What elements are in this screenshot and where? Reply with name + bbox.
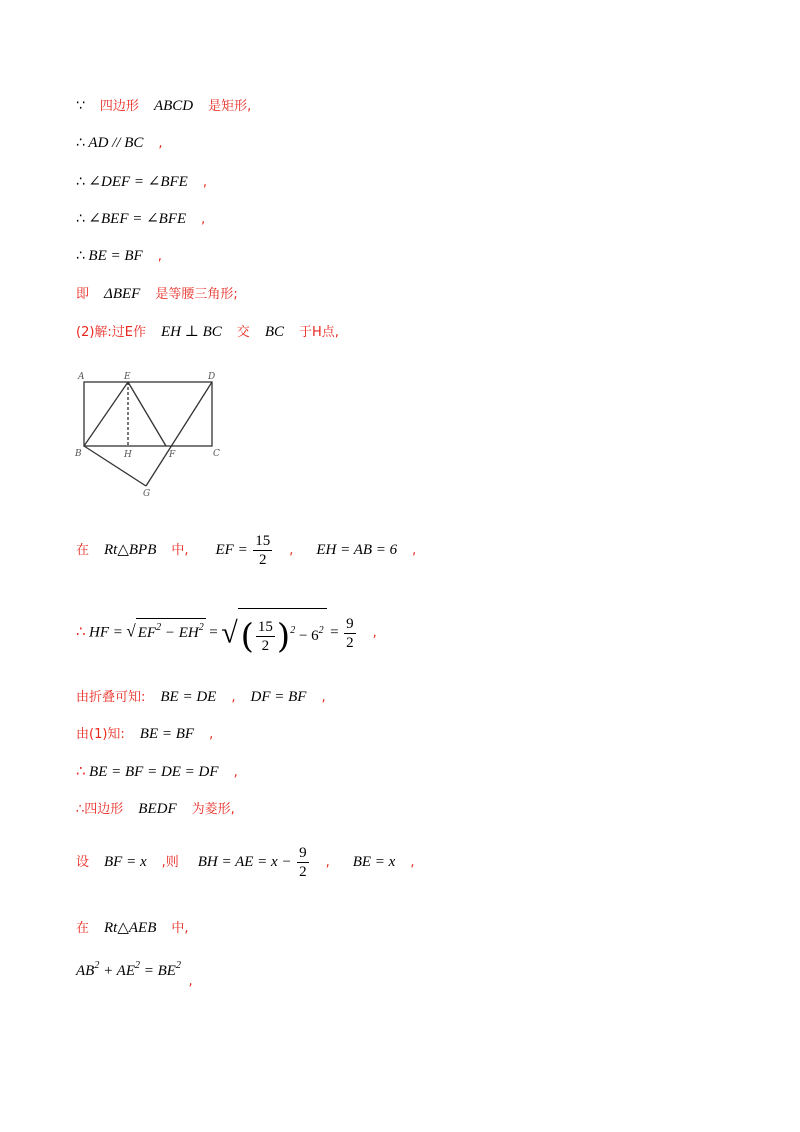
label-c: C bbox=[213, 449, 220, 459]
comma: , bbox=[201, 212, 206, 227]
therefore-symbol: ∴ bbox=[76, 762, 86, 780]
therefore-symbol: ∴ bbox=[76, 135, 85, 151]
geometry-diagram bbox=[72, 364, 232, 500]
text: 由折叠可知: bbox=[76, 690, 146, 705]
fraction: $\frac{9}{2}$ bbox=[346, 615, 354, 651]
math: BE = BF bbox=[88, 248, 143, 264]
text: 中, bbox=[171, 543, 189, 558]
math: DF = BF bbox=[250, 689, 307, 705]
math: BE = DE bbox=[160, 689, 217, 705]
math: ∠DEF = ∠BFE bbox=[88, 174, 188, 190]
comma: , bbox=[321, 690, 326, 705]
text: 在 bbox=[76, 921, 90, 936]
segment-ef bbox=[128, 382, 166, 446]
math: BEDF bbox=[138, 801, 177, 817]
math: AD // BC bbox=[88, 135, 144, 151]
comma: , bbox=[209, 727, 214, 742]
comma: , bbox=[372, 625, 377, 641]
comma: , bbox=[289, 543, 294, 558]
math: BE = BF bbox=[139, 726, 195, 742]
comma: , bbox=[231, 690, 236, 705]
comma: , bbox=[412, 543, 417, 558]
line-5 bbox=[76, 246, 162, 267]
math: ΔBEF bbox=[104, 286, 141, 302]
label-b: B bbox=[75, 449, 82, 459]
comma: , bbox=[202, 175, 207, 190]
label-f: F bbox=[169, 450, 176, 460]
line-11 bbox=[76, 724, 213, 745]
therefore-symbol: ∴ bbox=[76, 622, 86, 641]
math: EH = AB = 6 bbox=[316, 542, 398, 558]
text: 设 bbox=[76, 855, 90, 870]
math: Rt△AEB bbox=[104, 920, 157, 936]
text: 即 bbox=[76, 287, 90, 302]
line-14 bbox=[76, 840, 414, 885]
comma: , bbox=[158, 136, 163, 151]
line-15 bbox=[76, 918, 189, 939]
because-symbol: ∵ bbox=[76, 98, 85, 114]
text: 是矩形, bbox=[208, 99, 252, 114]
text: 交 bbox=[236, 325, 250, 340]
line-2 bbox=[76, 133, 163, 154]
line-12 bbox=[76, 761, 238, 783]
text: 于H点, bbox=[298, 325, 339, 340]
comma: , bbox=[410, 855, 415, 870]
therefore-symbol: ∴ bbox=[76, 174, 85, 190]
line-10 bbox=[76, 687, 326, 708]
line-4 bbox=[76, 209, 205, 230]
label-g: G bbox=[143, 489, 151, 499]
text: 在 bbox=[76, 543, 90, 558]
line-16 bbox=[76, 956, 193, 989]
comma: , bbox=[325, 855, 330, 870]
math: ABCD bbox=[153, 98, 194, 114]
math: BH = AE = x − bbox=[197, 854, 292, 870]
text: 四边形 bbox=[99, 99, 139, 114]
label-a: A bbox=[78, 372, 85, 382]
math: BE = x bbox=[352, 854, 396, 870]
sqrt-expression-large: ( $\frac{15}{2}$ )$^2 - 6^2$ bbox=[238, 608, 327, 659]
text: 中, bbox=[171, 921, 189, 936]
math: ∠BEF = ∠BFE bbox=[88, 211, 187, 227]
line-9: ∴ HF = √ $EF^2 - EH^2$ = √( $\frac{15}{2}$ )$^2 - 6^2$ = $\frac{9}{2}$ , bbox=[76, 608, 377, 659]
text: 由(1)知: bbox=[76, 727, 125, 742]
text: ∴四边形 bbox=[76, 802, 124, 817]
fraction: $\frac{9}{2}$ bbox=[299, 845, 307, 881]
label-d: D bbox=[208, 372, 216, 382]
math: Rt△BPB bbox=[104, 542, 157, 558]
comma: , bbox=[157, 249, 162, 264]
segment-dg bbox=[146, 382, 212, 486]
math: HF = bbox=[89, 624, 123, 641]
line-7 bbox=[76, 322, 339, 343]
comma: , bbox=[233, 765, 238, 780]
line-1 bbox=[76, 96, 251, 117]
text: ,则 bbox=[161, 855, 179, 870]
therefore-symbol: ∴ bbox=[76, 248, 85, 264]
fraction: $\frac{15}{2}$ bbox=[255, 533, 271, 569]
math: EF = bbox=[215, 542, 248, 558]
text: 为菱形, bbox=[191, 802, 235, 817]
segment-eb bbox=[84, 382, 128, 446]
line-6 bbox=[76, 284, 238, 305]
line-13 bbox=[76, 799, 235, 820]
text: (2)解:过E作 bbox=[76, 325, 147, 340]
math: EH ⊥ BC bbox=[161, 324, 222, 340]
line-3 bbox=[76, 172, 207, 193]
math: BC bbox=[264, 324, 284, 340]
comma: , bbox=[188, 974, 193, 989]
math: BE = BF = DE = DF bbox=[89, 764, 219, 780]
sqrt-expression: $EF^2 - EH^2$ bbox=[136, 618, 206, 642]
segment-bg bbox=[84, 446, 146, 486]
line-8 bbox=[76, 530, 416, 571]
math: $AB^2 + AE^2 = BE^2$ bbox=[76, 960, 181, 979]
label-h: H bbox=[124, 450, 132, 460]
math: BF = x bbox=[104, 854, 147, 870]
rectangle-abcd bbox=[84, 382, 212, 446]
therefore-symbol: ∴ bbox=[76, 211, 85, 227]
text: 是等腰三角形; bbox=[155, 287, 238, 302]
label-e: E bbox=[124, 372, 131, 382]
